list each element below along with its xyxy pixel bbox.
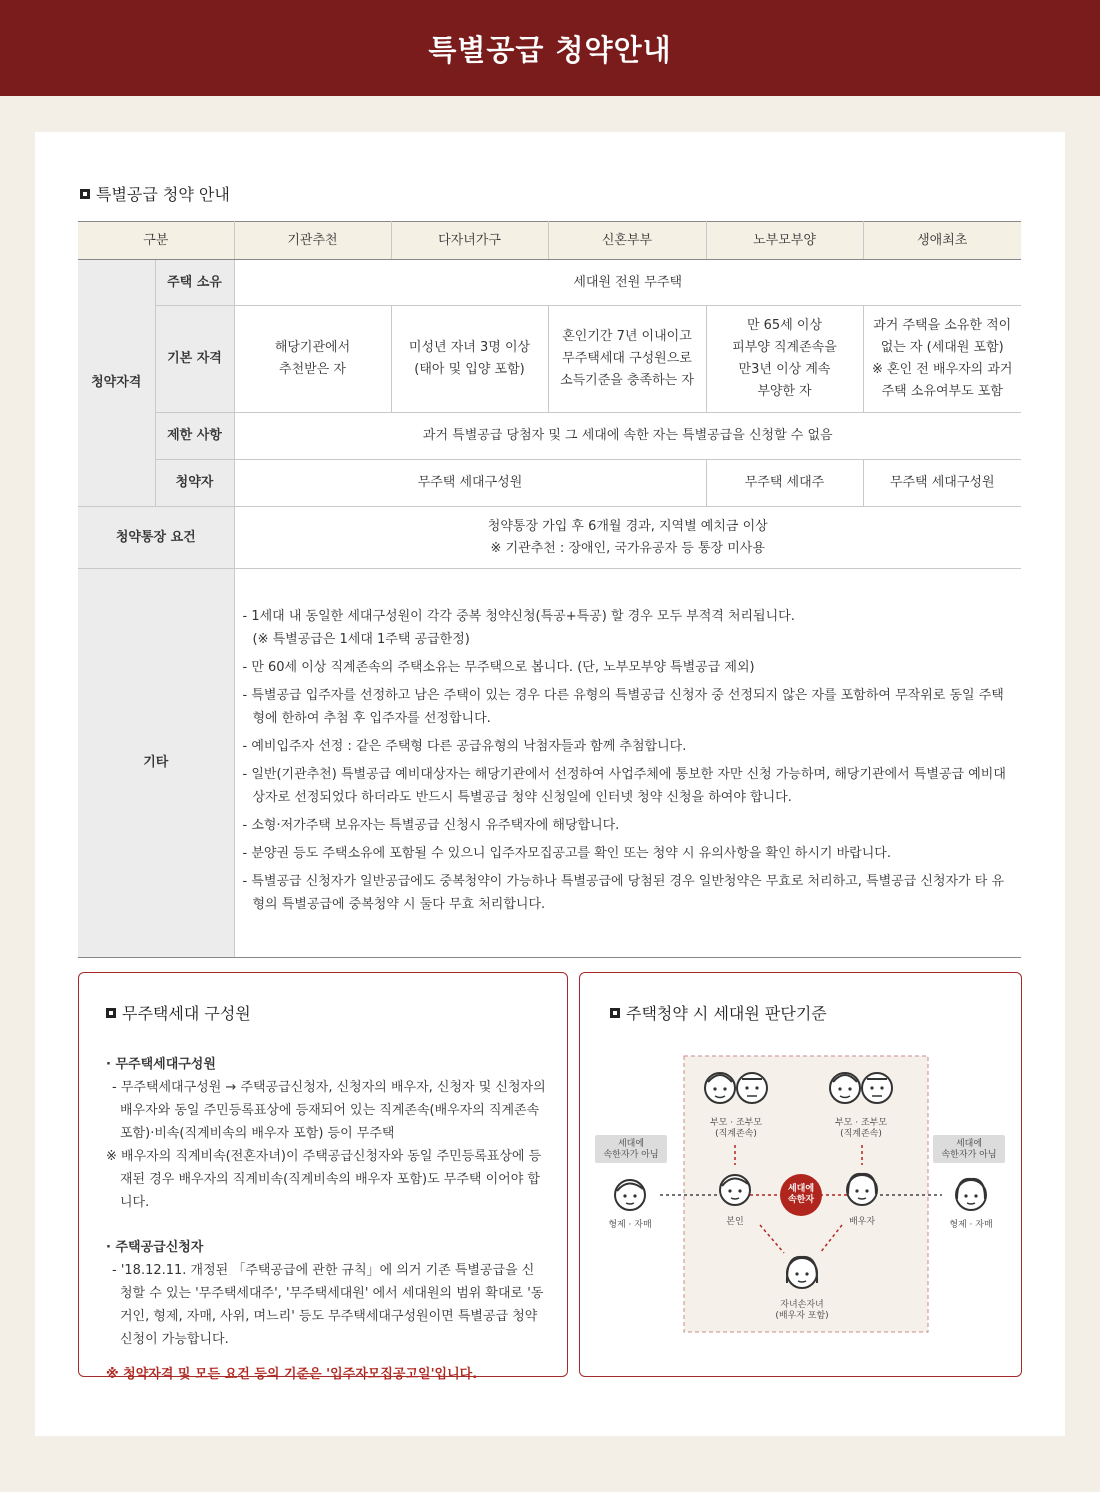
- applicant-value-1: 무주택 세대구성원: [234, 460, 706, 507]
- parent-face-icon: [830, 1073, 860, 1103]
- page-header: [0, 0, 1100, 96]
- box1-note: ※ 청약자격 및 모든 요건 등의 기준은 '입주자모집공고일'입니다.: [106, 1367, 478, 1382]
- row-label-account: 청약통장 요건: [78, 507, 234, 569]
- etc-item: - 만 60세 이상 직계존속의 주택소유는 무주택으로 봅니다. (단, 노부모부양 특별공급 제외): [242, 660, 755, 675]
- ownership-value: 세대원 전원 무주택: [234, 260, 1021, 306]
- spouse-face-icon: [847, 1174, 877, 1205]
- label-line: (직계존속): [715, 1129, 757, 1139]
- homeless-household-box: [78, 972, 568, 1382]
- label-self: 본인: [726, 1217, 744, 1227]
- etc-item: - 소형·저가주택 보유자는 특별공급 신청시 유주택자에 해당합니다.: [242, 818, 620, 833]
- parent-face-icon: [862, 1073, 892, 1103]
- etc-item: - 예비입주자 선정 : 같은 주택형 다른 공급유형의 낙첨자들과 함께 추첨합니다.: [242, 739, 687, 754]
- child-face-icon: [787, 1257, 817, 1288]
- row-group-eligibility: 청약자격: [78, 260, 155, 507]
- content-card: [35, 132, 1065, 1436]
- table-row: [78, 260, 1021, 306]
- table-row: [78, 413, 1021, 460]
- household-diagram: [580, 973, 1019, 1374]
- box2-title: 주택청약 시 세대원 판단기준: [610, 1001, 827, 1024]
- applicant-value-3: 무주택 세대구성원: [863, 460, 1021, 507]
- row-label-etc: 기타: [78, 569, 234, 958]
- special-supply-table: [78, 221, 1021, 958]
- label-sibling-left: 형제 · 자매: [608, 1220, 652, 1230]
- label-line: 세대에: [787, 1184, 815, 1194]
- label-line: 세대에: [617, 1139, 645, 1149]
- header-institution: 기관추천: [234, 222, 391, 260]
- table-row: [78, 569, 1021, 958]
- parent-face-icon: [705, 1073, 735, 1103]
- label-line: 세대에: [955, 1139, 983, 1149]
- square-bullet-icon: [106, 1008, 116, 1018]
- section-title-special-supply: 특별공급 청약 안내: [80, 182, 230, 205]
- label-household-member: [788, 1182, 814, 1205]
- etc-item: - 특별공급 신청자가 일반공급에도 중복청약이 가능하나 특별공급에 당첨된 경우 일반청약은 무효로 처리하고, 특별공급 신청자가 타 유형의 특별공급에 중복청약 시 둘다 무효 처리합니다.: [242, 874, 1004, 912]
- account-line-1: 청약통장 가입 후 6개월 경과, 지역별 예치금 이상: [487, 518, 768, 534]
- sibling-face-icon: [615, 1180, 645, 1210]
- header-multichild: 다자녀가구: [391, 222, 548, 260]
- square-bullet-icon: [80, 189, 90, 199]
- label-line: (직계존속): [840, 1129, 882, 1139]
- etc-item: (※ 특별공급은 1세대 1주택 공급한정): [252, 632, 470, 647]
- basic-multichild: 미성년 자녀 3명 이상 (태아 및 입양 포함): [391, 306, 548, 413]
- basic-institution: 해당기관에서 추천받은 자: [234, 306, 391, 413]
- sibling-face-icon: [956, 1179, 986, 1210]
- etc-item: - 1세대 내 동일한 세대구성원이 각각 중복 청약신청(특공+특공) 할 경우 모두 부적격 처리됩니다.: [242, 609, 795, 624]
- basic-newlywed: 혼인기간 7년 이내이고 무주택세대 구성원으로 소득기준을 충족하는 자: [548, 306, 706, 413]
- box1-para-1: - 무주택세대구성원 → 주택공급신청자, 신청자의 배우자, 신청자 및 신청자의 배우자와 동일 주민등록표상에 등재되어 있는 직계존속(배우자의 직계존속 포함)·비속(직계비속의 배우자 포함) 등이 무주택: [112, 1080, 546, 1141]
- etc-notes: [234, 569, 1021, 958]
- box1-heading-1: · 무주택세대구성원: [106, 1057, 216, 1072]
- parent-face-icon: [737, 1073, 767, 1103]
- row-label-basic: 기본 자격: [155, 306, 234, 413]
- row-label-restriction: 제한 사항: [155, 413, 234, 460]
- table-row: [78, 507, 1021, 569]
- table-row: [78, 460, 1021, 507]
- etc-item: - 분양권 등도 주택소유에 포함될 수 있으니 입주자모집공고를 확인 또는 청약 시 유의사항을 확인 하시기 바랍니다.: [242, 846, 891, 861]
- etc-item: - 일반(기관추천) 특별공급 예비대상자는 해당기관에서 선정하여 사업주체에 통보한 자만 신청 가능하며, 해당기관에서 특별공급 예비대상자로 선정되었다 하더라도 반드시 특별공급 청약 신청일에 인터넷 청약 신청을 하여야 합니다.: [242, 767, 1006, 805]
- box1-heading-2: · 주택공급신청자: [106, 1240, 204, 1255]
- row-label-ownership: 주택 소유: [155, 260, 234, 306]
- label-line: 속한자가 아님: [603, 1150, 659, 1160]
- table-row: [78, 306, 1021, 413]
- basic-first-time: 과거 주택을 소유한 적이 없는 자 (세대원 포함) ※ 혼인 전 배우자의 과거 주택 소유여부도 포함: [863, 306, 1021, 413]
- label-line: 속한자가 아님: [941, 1150, 997, 1160]
- row-label-applicant: 청약자: [155, 460, 234, 507]
- header-first-time: 생애최초: [863, 222, 1021, 260]
- box1-body: [106, 1053, 546, 1386]
- label-children: [775, 1298, 828, 1321]
- table-header-row: [78, 222, 1021, 260]
- header-category: 구분: [78, 222, 234, 260]
- label-line: (배우자 포함): [775, 1311, 829, 1321]
- page-title: 특별공급 청약안내: [428, 32, 672, 67]
- header-newlywed: 신혼부부: [548, 222, 706, 260]
- box1-para-2: ※ 배우자의 직계비속(전혼자녀)이 주택공급신청자와 동일 주민등록표상에 등재된 경우 배우자의 직계비속(직계비속의 배우자 포함)도 무주택 이어야 합니다.: [106, 1149, 542, 1210]
- label-line: 자녀손자녀: [780, 1300, 824, 1310]
- label-line: 부모 · 조부모: [834, 1118, 888, 1128]
- etc-item: - 특별공급 입주자를 선정하고 남은 주택이 있는 경우 다른 유형의 특별공급 신청자 중 선정되지 않은 자를 포함하여 무작위로 동일 주택형에 한하여 추첨 후 입주자를 선정합니다.: [242, 688, 1004, 726]
- account-value: [234, 507, 1021, 569]
- applicant-value-2: 무주택 세대주: [706, 460, 863, 507]
- household-criteria-box: [579, 972, 1022, 1377]
- header-elderly-parent: 노부모부양: [706, 222, 863, 260]
- basic-elderly-parent: 만 65세 이상 피부양 직계존속을 만3년 이상 계속 부양한 자: [706, 306, 863, 413]
- restriction-value: 과거 특별공급 당첨자 및 그 세대에 속한 자는 특별공급을 신청할 수 없음: [234, 413, 1021, 460]
- account-line-2: ※ 기관추천 : 장애인, 국가유공자 등 통장 미사용: [490, 540, 765, 556]
- label-sibling-right: 형제 · 자매: [949, 1220, 993, 1230]
- label-spouse: 배우자: [848, 1217, 876, 1227]
- box1-para-3: - '18.12.11. 개정된 「주택공급에 관한 규칙」에 의거 기존 특별공급을 신청할 수 있는 '무주택세대주', '무주택세대원' 에서 세대원의 범위 확대로 '동거인, 형제, 자매, 사위, 며느리' 등도 무주택세대구성원이면 특별공급 청약신청이 가능합니다.: [112, 1263, 544, 1347]
- label-line: 부모 · 조부모: [709, 1118, 763, 1128]
- label-line: 속한자: [787, 1195, 815, 1205]
- box1-title: 무주택세대 구성원: [106, 1001, 251, 1024]
- self-face-icon: [720, 1175, 750, 1205]
